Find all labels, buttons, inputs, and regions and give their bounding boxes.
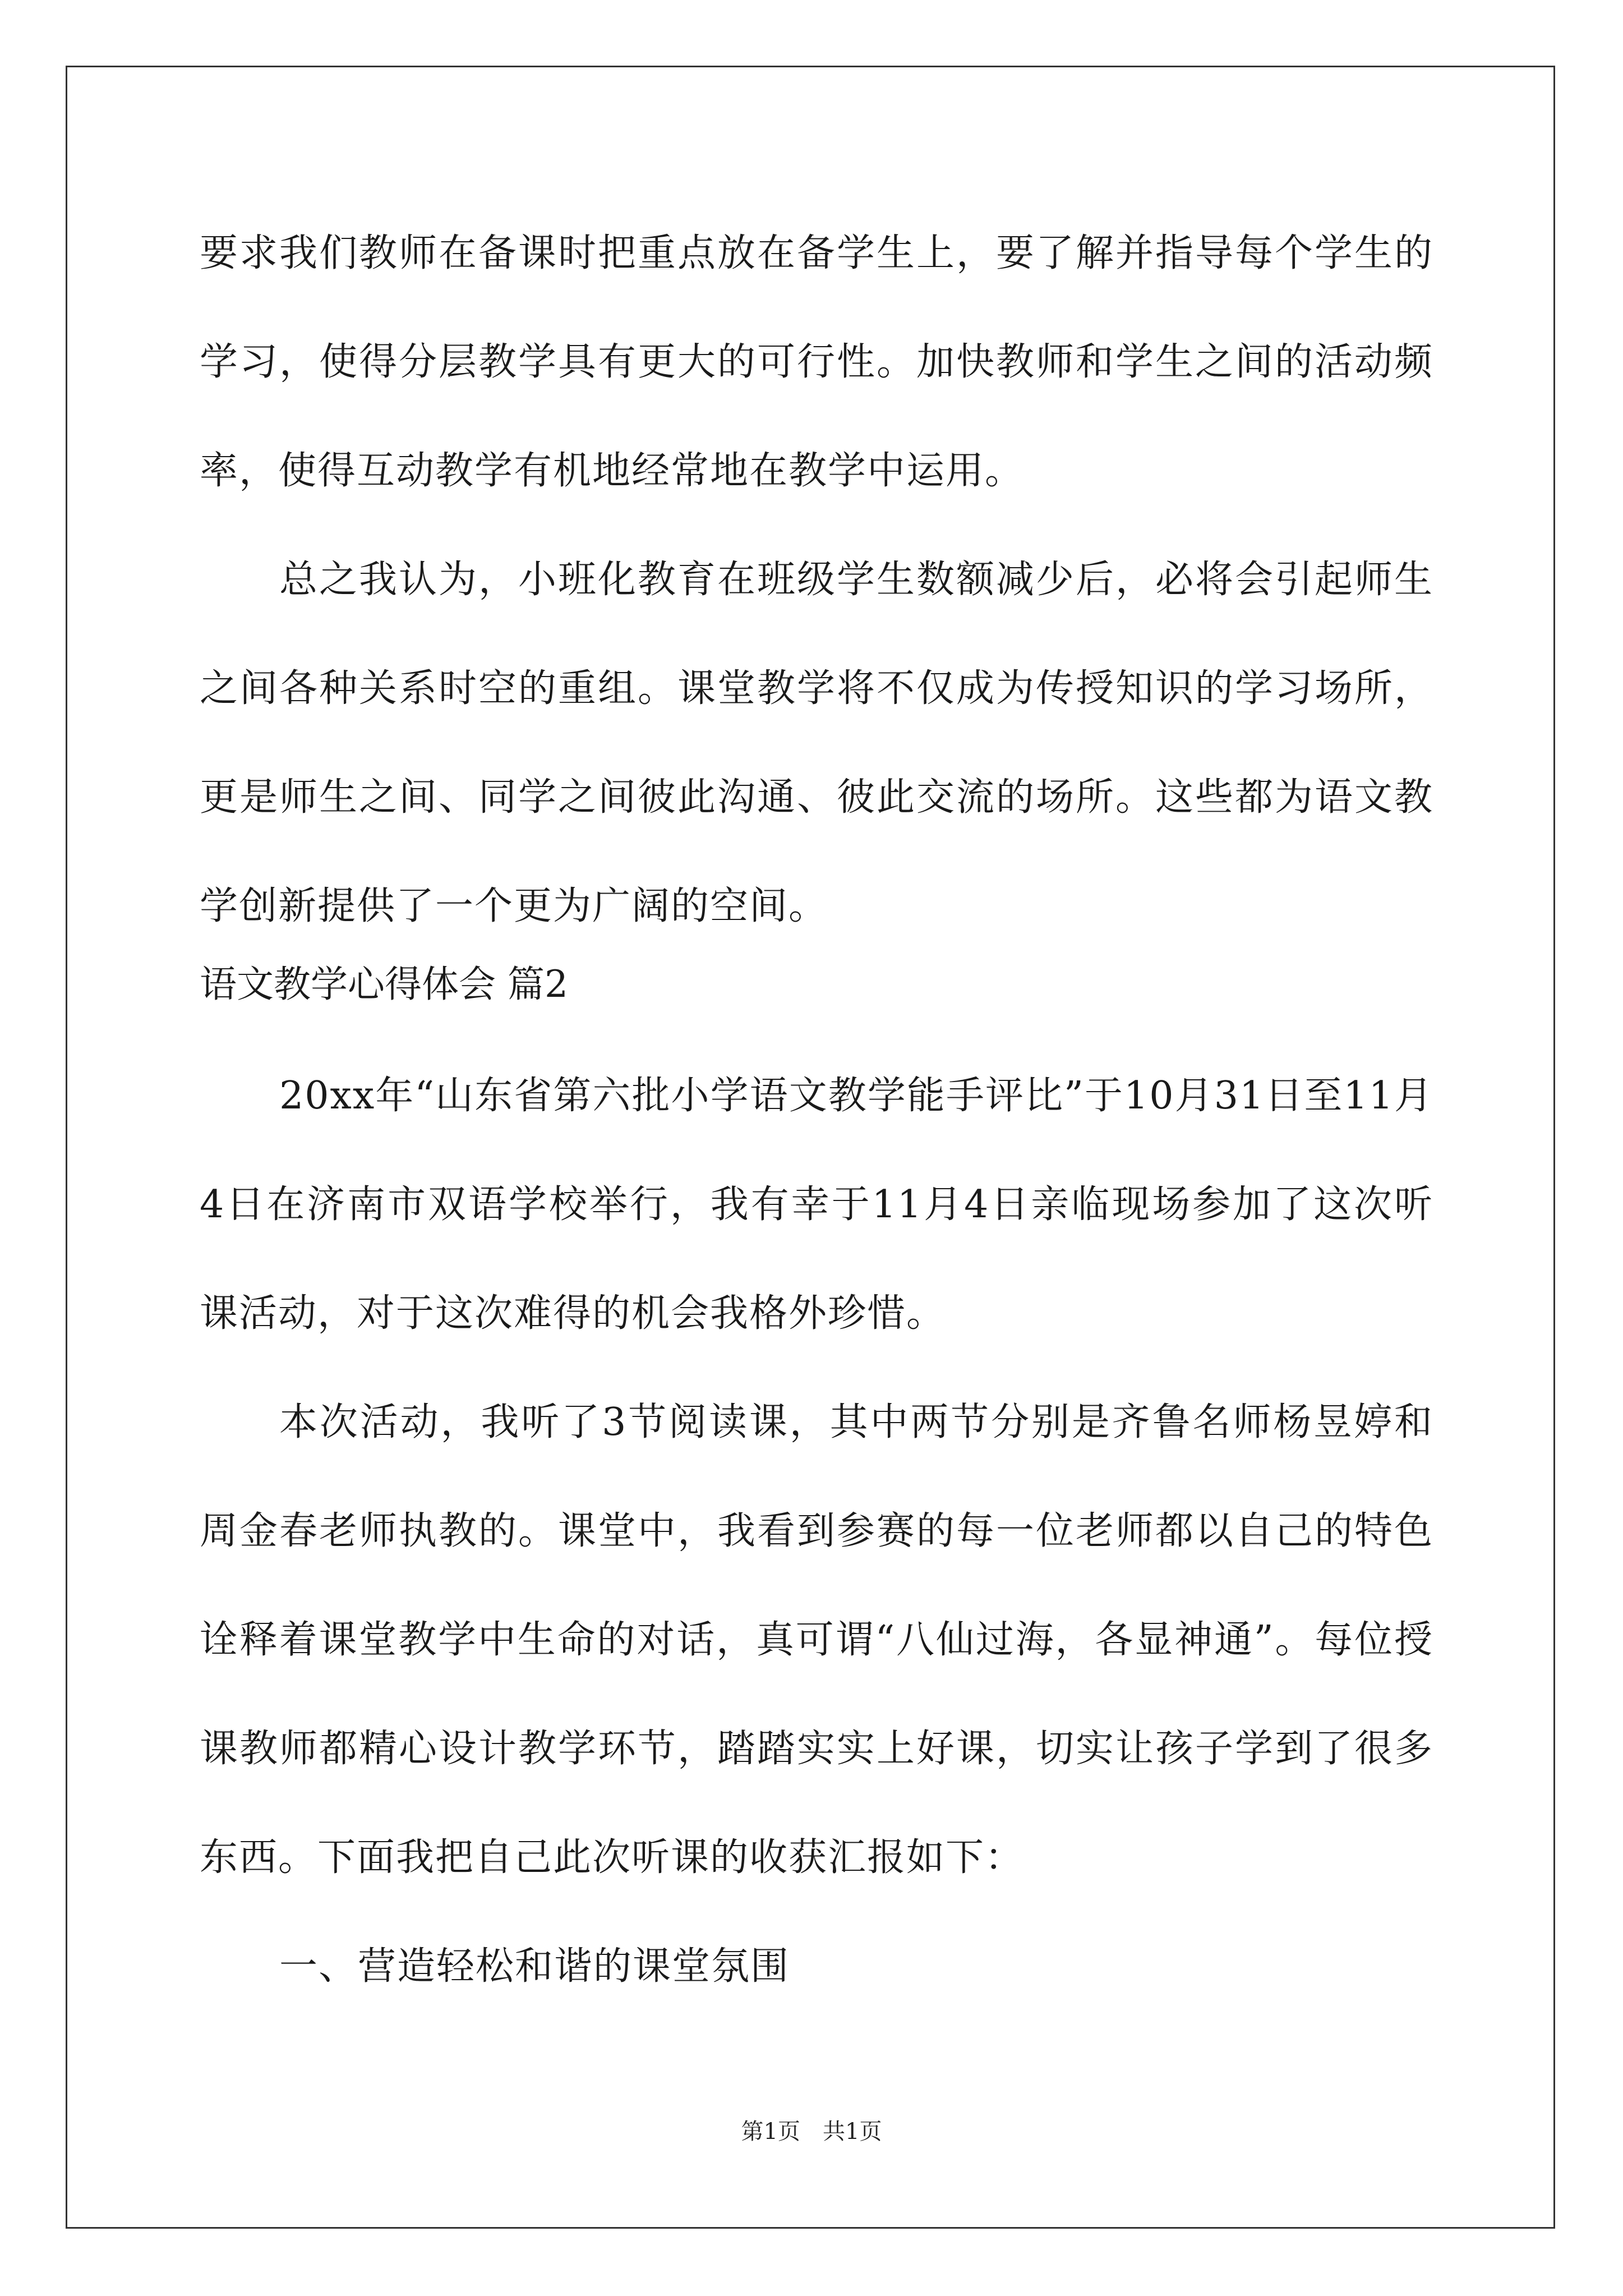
- paragraph: 本次活动，我听了3节阅读课，其中两节分别是齐鲁名师杨昱婷和周金春老师执教的。课堂中，我看到参赛的每一位老师都以自己的特色诠释着课堂教学中生命的对话，真可谓“八仙过海，各显神通”。每位授课教师都精心设计教学环节，踏踏实实上好课，切实让孩子学到了很多东西。下面我把自己此次听课的收获汇报如下：: [200, 1400, 1433, 1880]
- document-body-bottom: [200, 1042, 1433, 2021]
- page-number: 第1页: [741, 2119, 800, 2145]
- section-heading: 语文教学心得体会 篇2: [200, 963, 568, 1006]
- paragraph: 20xx年“山东省第六批小学语文教学能手评比”于10月31日至11月4日在济南市双语学校举行，我有幸于11月4日亲临现场参加了这次听课活动，对于这次难得的机会我格外珍惜。: [200, 1074, 1433, 1336]
- paragraph: 要求我们教师在备课时把重点放在备学生上，要了解并指导每个学生的学习，使得分层教学具有更大的可行性。加快教师和学生之间的活动频率，使得互动教学有机地经常地在教学中运用。: [200, 231, 1433, 493]
- document-body-top: [200, 199, 1433, 961]
- page-total: 共1页: [823, 2119, 882, 2145]
- page-footer: [0, 2118, 1623, 2146]
- paragraph: 总之我认为，小班化教育在班级学生数额减少后，必将会引起师生之间各种关系时空的重组。课堂教学将不仅成为传授知识的学习场所，更是师生之间、同学之间彼此沟通、彼此交流的场所。这些都为语文教学创新提供了一个更为广阔的空间。: [200, 558, 1433, 928]
- list-heading: 一、营造轻松和谐的课堂氛围: [279, 1944, 790, 1989]
